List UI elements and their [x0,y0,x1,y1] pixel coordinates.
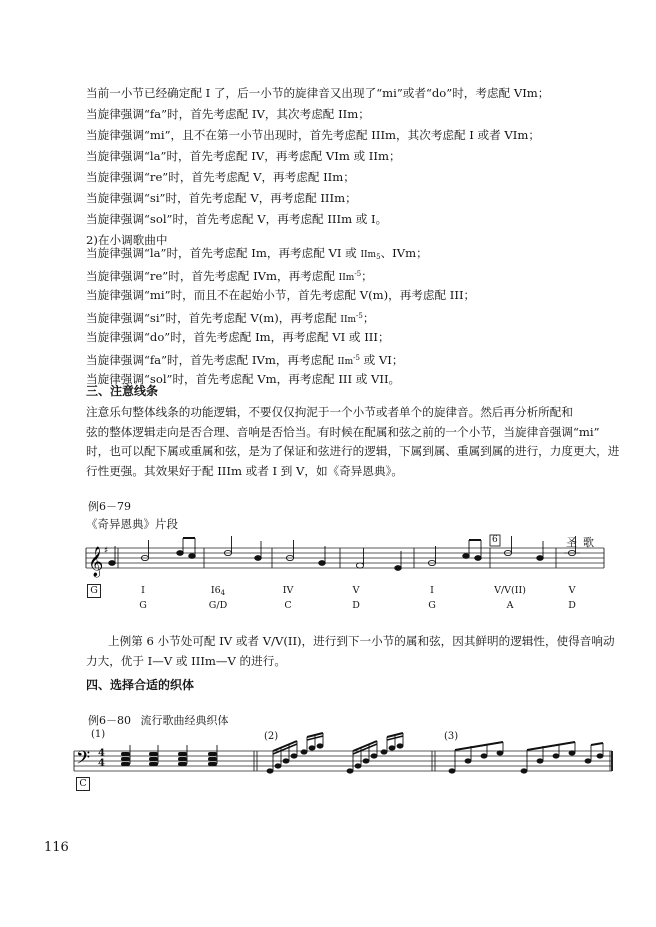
chord-name: G/D [208,600,228,611]
chord-symbol: IIm [340,315,357,325]
rule-line: 当旋律强调“fa”时，首先考虑配 IV，其次考虑配 IIm； [86,107,370,121]
rule-line: 当旋律强调“re”时，首先考虑配 V，再考虑配 IIm； [86,170,355,184]
chord-subscript: 5 [376,253,381,261]
arpeggio-sixteenths [267,733,403,773]
page-number: 116 [44,840,69,855]
rule-text: 当旋律强调“sol”时，首先考虑配 Vm，再考虑配 III 或 VII。 [86,372,401,386]
roman-text: V [352,585,360,596]
treble-clef-icon: 𝄞 [88,547,104,577]
broken-chord-eighths [449,742,603,773]
chord-superscript: -5 [356,312,363,320]
example-title: 《奇异恩典》片段 [86,517,178,531]
section-heading: 四、选择合适的织体 [86,678,195,692]
inversion-figure: 4 [220,589,226,597]
rule-tail: 、IVm； [380,246,428,260]
minor-heading: 2)在小调歌曲中 [86,233,168,247]
rule-tail: ； [361,269,373,283]
rule-text: 当旋律强调“si”时，首先考虑配 V(m)，再考虑配 [86,311,341,325]
rule-text: 当旋律强调“fa”时，首先考虑配 IVm，再考虑配 [86,353,338,367]
chord-superscript: -5 [353,354,360,362]
chord-name: D [352,600,360,611]
rule-line: 当旋律强调“la”时，首先考虑配 IV，再考虑配 VIm 或 IIm； [86,149,401,163]
chord-name: A [506,600,514,611]
example-number: 例6－80 [88,714,131,727]
rule-tail: ； [362,311,375,325]
rule-text: 当旋律强调“la”时，首先考虑配 Im，再考虑配 VI 或 [86,246,361,260]
roman-text: V/V(II) [494,585,526,596]
time-signature [98,749,105,769]
block-chords [121,745,217,766]
example-title: 流行歌曲经典织体 [140,714,229,727]
measure-number: 6 [492,535,498,545]
paragraph-line: 时，也可以配下属或重属和弦，是为了保证和弦进行的逻辑，下属到属、重属到属的进行，力度更大，进 [86,444,620,458]
rule-text: 当旋律强调“do”时，首先考虑配 Im，再考虑配 VI 或 III； [86,330,390,344]
bass-clef-icon: 𝄢 [76,748,91,773]
paragraph-line: 注意乐句整体线条的功能逻辑，不要仅仅拘泥于一个小节或者单个的旋律音。然后再分析所配和 [86,405,573,419]
composer-credit: 圣歌 [566,536,600,549]
rule-tail: 或 VI； [359,353,404,367]
chord-symbol: IIm [338,273,355,283]
example-label: 例6－79 [88,500,131,513]
paragraph-line: 弦的整体逻辑走向是否合理、音响是否恰当。有时候在配属和弦之前的一个小节，当旋律音强调“mi” [86,424,600,439]
paragraph-line: 力大，优于 I—V 或 IIIm—V 的进行。 [86,653,286,668]
part-number: (3) [444,731,459,742]
chord-name: G [139,600,147,611]
chord-name: C [284,600,292,611]
rule-text: 当旋律强调“mi”时，而且不在起始小节，首先考虑配 V(m)，再考虑配 III； [86,288,476,302]
roman-text: V [568,585,576,596]
part-number: (1) [91,729,106,740]
chord-superscript: -5 [354,270,362,278]
part-number: (2) [264,731,279,742]
rule-line: 当旋律强调“sol”时，首先考虑配 V，再考虑配 IIIm 或 I。 [86,212,388,226]
paragraph-line: 上例第 6 小节处可配 IV 或者 V/V(II)，进行到下一小节的属和弦，因其鲜明的逻辑性，使得音响动 [108,634,615,648]
roman-text: IV [282,585,294,596]
time-sig-bottom: 4 [98,758,105,769]
rule-text: 当旋律强调“re”时，首先考虑配 IVm，再考虑配 [86,269,339,283]
section-heading: 三、注意线条 [86,384,159,398]
key-box-c: C [76,777,90,791]
chord-name: G [428,600,436,611]
chord-symbol: IIm [360,250,377,260]
paragraph-line: 行性更强。其效果好于配 IIIm 或者 I 到 V，如《奇异恩典》。 [86,463,403,478]
rule-line: 当旋律强调“mi”，且不在第一小节出现时，首先考虑配 IIIm，其次考虑配 I 或者 VIm； [86,128,540,142]
key-box-g: G [87,584,101,598]
chord-name: D [568,600,576,611]
roman-text: I6 [210,585,221,596]
sharp-icon: ♯ [104,546,109,556]
rule-line: 当旋律强调“si”时，首先考虑配 V，再考虑配 IIIm； [86,191,357,205]
roman-text: I [430,585,434,596]
roman-text: I [141,585,145,596]
rule-line: 当前一小节已经确定配 I 了，后一小节的旋律音又出现了“mi”或者“do”时，考虑配 VIm； [86,86,550,100]
chord-symbol: IIm [337,357,354,367]
time-sig-top: 4 [98,748,105,759]
